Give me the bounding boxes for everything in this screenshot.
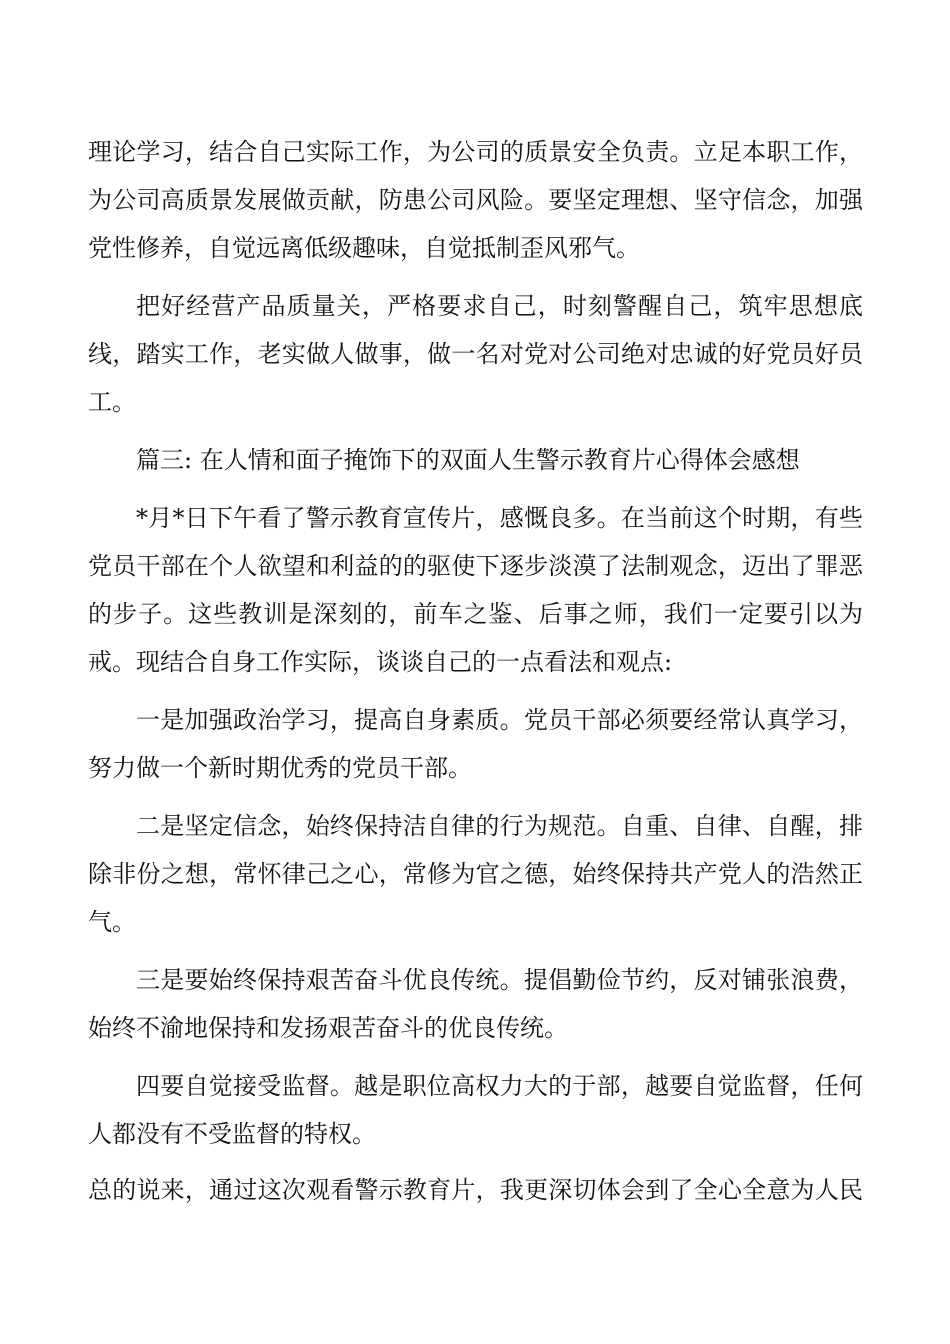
paragraph-line: 戒。现结合自身工作实际，谈谈自己的一点看法和观点: [88,648,673,676]
paragraph-line: 一是加强政治学习，提高自身素质。党员干部必须要经常认真学习， [136,706,863,734]
paragraph-line: 的步子。这些教训是深刻的，前车之鉴、后事之师，我们一定要引以为 [88,600,863,628]
paragraph-line: 理论学习，结合自己实际工作，为公司的质景安全负责。立足本职工作， [88,138,863,166]
paragraph-line: 二是坚定信念，始终保持洁自律的行为规范。自重、自律、自醒，排 [136,812,863,840]
paragraph-line: 三是要始终保持艰苦奋斗优良传统。提倡勤俭节约，反对铺张浪费， [136,966,863,994]
paragraph-line: 线，踏实工作，老实做人做事，做一名对党对公司绝对忠诚的好党员好员 [88,340,863,368]
paragraph-line: 努力做一个新时期优秀的党员干部。 [88,754,472,782]
section-heading: 篇三: 在人情和面子掩饰下的双面人生警示教育片心得体会感想 [136,446,800,474]
paragraph-line: 为公司高质景发展做贡献，防患公司风险。要坚定理想、坚守信念，加强 [88,186,863,214]
paragraph-line: 党性修养，自觉远离低级趣味，自觉抵制歪风邪气。 [88,234,640,262]
paragraph-line: 把好经营产品质量关，严格要求自己，时刻警醒自己，筑牢思想底 [136,292,863,320]
paragraph-line: 气。 [88,908,136,936]
paragraph-line: *月*日下午看了警示教育宣传片，感慨良多。在当前这个时期，有些 [136,504,863,532]
paragraph-line: 工。 [88,388,136,416]
paragraph-line: 党员干部在个人欲望和利益的的驱使下逐步淡漠了法制观念，迈出了罪恶 [88,552,863,580]
paragraph-line: 总的说来，通过这次观看警示教育片，我更深切体会到了全心全意为人民 [88,1176,863,1204]
paragraph-line: 四要自觉接受监督。越是职位高权力大的于部，越要自觉监督，任何 [136,1072,863,1100]
paragraph-line: 始终不渝地保持和发扬艰苦奋斗的优良传统。 [88,1014,568,1042]
paragraph-line: 除非份之想，常怀律己之心，常修为官之德，始终保持共产党人的浩然正 [88,860,863,888]
paragraph-line: 人都没有不受监督的特权。 [88,1120,376,1148]
